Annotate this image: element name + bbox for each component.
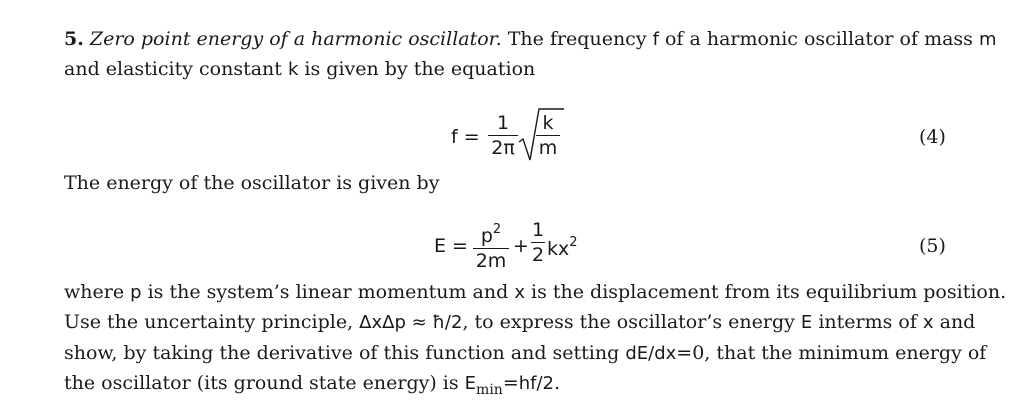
eq5-frac2-num: 1	[531, 219, 545, 241]
uncertainty-relation: ΔxΔp ≈ ħ/2	[359, 312, 463, 333]
energy-intro: The energy of the oscillator is given by	[64, 172, 440, 194]
equation-number-5: (5)	[919, 235, 946, 257]
eq4-frac-den: 2π	[491, 137, 515, 159]
problem-line-5: where p is the system’s linear momentum and x is the displacement from its equilibrium position.	[64, 281, 1007, 303]
problem-line-8: the oscillator (its ground state energy) is $E_{min}=hf/2$.	[64, 372, 561, 398]
eq5-tail: $kx^2$	[547, 235, 578, 260]
equation-number-4: (4)	[919, 126, 946, 148]
eq4-lhs: f =	[451, 126, 480, 148]
eq5-lhs: E =	[434, 235, 468, 257]
problem-line-7: show, by taking the derivative of this function and setting dE/dx=0, that the minimum energy of	[64, 342, 987, 364]
eq4-sqrt-fraction	[536, 112, 560, 159]
eq5-fraction-2	[531, 219, 545, 266]
eq5-fraction-1: $p^2$ 2m	[473, 219, 509, 272]
problem-line-2: and elasticity constant k is given by the equation	[64, 58, 536, 80]
problem-title: Zero point energy of a harmonic oscillator.	[89, 28, 502, 50]
eq5-plus: +	[513, 235, 529, 257]
problem-number: 5.	[64, 28, 84, 50]
eq5-frac1-num: p	[480, 225, 493, 247]
problem-line-1: 5. Zero point energy of a harmonic oscillator. The frequency f of a harmonic oscillator of mass m	[64, 28, 997, 50]
eq4-sqrt-num: k	[542, 112, 554, 134]
eq4-fraction	[488, 112, 518, 159]
eq4-sqrt-den: m	[538, 137, 558, 159]
problem-line-6: Use the uncertainty principle, ΔxΔp ≈ ħ/2, to express the oscillator’s energy E interms of x and	[64, 311, 976, 333]
eq4-frac-num: 1	[496, 112, 510, 134]
eq5-frac2-den: 2	[531, 244, 545, 266]
eq5-frac1-den: 2m	[475, 250, 507, 272]
